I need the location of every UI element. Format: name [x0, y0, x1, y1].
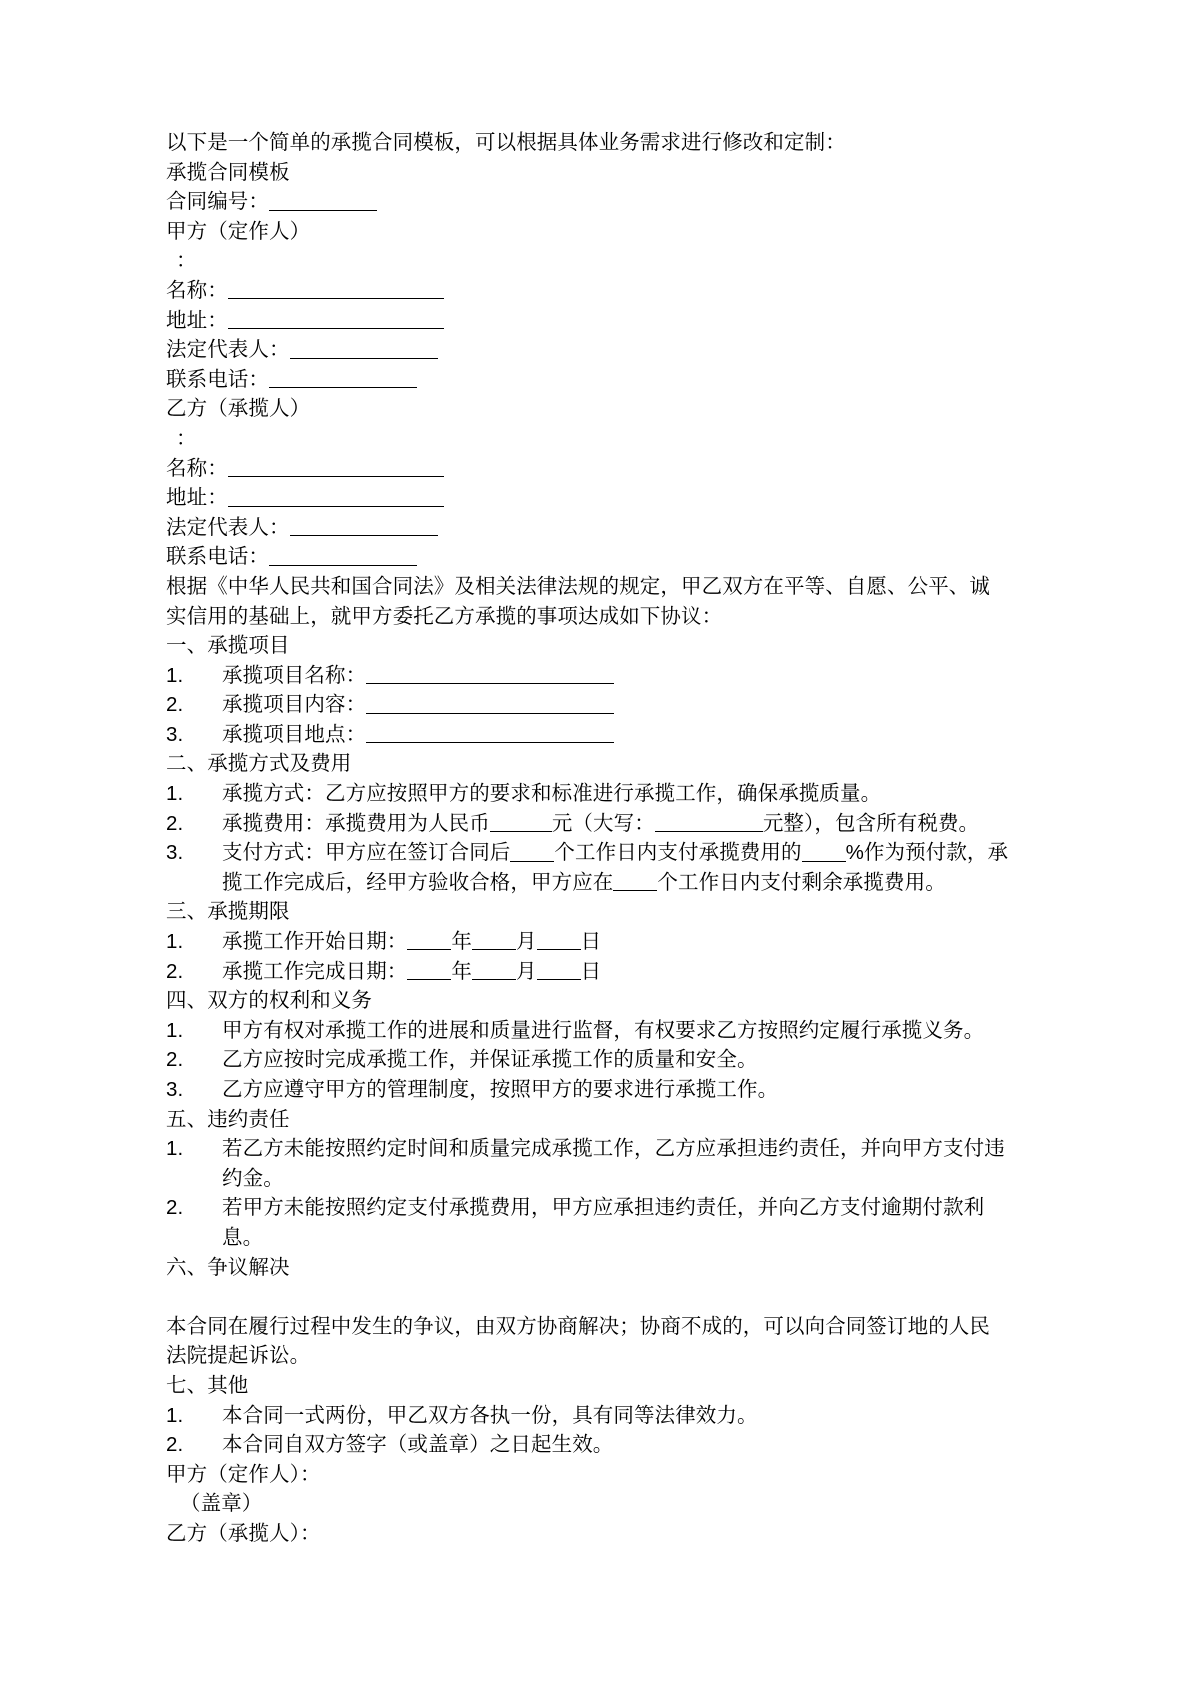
item-number: 2. — [166, 1048, 184, 1072]
item-number: 1. — [166, 1137, 184, 1161]
item-label: 承揽工作完成日期： — [222, 959, 408, 983]
fee-text-part-2: 元（大写： — [551, 811, 655, 835]
start-year-blank[interactable] — [407, 930, 451, 950]
section-2-heading: 二、承揽方式及费用 — [166, 752, 352, 776]
party-b-address-line — [166, 483, 1010, 513]
item-number: 2. — [166, 959, 184, 983]
intro-text: 以下是一个简单的承揽合同模板，可以根据具体业务需求进行修改和定制： — [166, 131, 846, 154]
section-4-item-1 — [166, 1016, 1010, 1046]
party-b-colon: ： — [176, 426, 197, 450]
payment-text-part-3: %作为预付款，承揽工作完成后，经甲方验收合格，甲方应在 — [222, 841, 1009, 894]
day-unit: 日 — [580, 930, 602, 954]
section-2-item-3 — [166, 838, 1010, 897]
item-number: 1. — [166, 930, 184, 954]
section-1-item-3 — [166, 720, 1010, 750]
party-a-legal-rep-blank[interactable] — [290, 338, 438, 358]
party-a-phone-blank[interactable] — [269, 368, 417, 388]
party-a-legal-rep-label: 法定代表人： — [166, 338, 290, 362]
item-number: 2. — [166, 1196, 184, 1220]
signature-party-b: 乙方（承揽人）： — [166, 1521, 321, 1545]
section-4-item-3 — [166, 1075, 1010, 1105]
section-2-item-2 — [166, 809, 1010, 839]
prepay-days-blank[interactable] — [510, 841, 554, 861]
contract-number-line — [166, 187, 1010, 217]
item-text: 若乙方未能按照约定时间和质量完成承揽工作，乙方应承担违约责任，并向甲方支付违约金。 — [222, 1137, 1005, 1190]
signature-seal: （盖章） — [180, 1492, 263, 1516]
party-a-heading: 甲方（定作人） — [166, 219, 311, 243]
party-b-name-label: 名称： — [166, 456, 228, 480]
section-5-item-1 — [166, 1134, 1010, 1193]
project-name-blank[interactable] — [366, 664, 614, 684]
section-6-heading: 六、争议解决 — [166, 1255, 290, 1279]
party-a-address-label: 地址： — [166, 308, 228, 332]
item-label: 承揽项目地点： — [222, 722, 367, 746]
party-b-legal-rep-line — [166, 513, 1010, 543]
contract-body — [166, 128, 1010, 1549]
item-label: 承揽项目名称： — [222, 663, 367, 687]
item-label: 承揽工作开始日期： — [222, 930, 408, 954]
contract-number-label: 合同编号： — [166, 190, 269, 214]
month-unit: 月 — [516, 959, 537, 983]
party-b-phone-blank[interactable] — [269, 545, 417, 565]
section-3-item-1 — [166, 927, 1010, 957]
day-unit: 日 — [580, 959, 602, 983]
payment-text-part-2: 个工作日内支付承揽费用的 — [554, 841, 802, 865]
blank-line-spacer — [166, 1282, 1010, 1312]
item-text: 乙方应遵守甲方的管理制度，按照甲方的要求进行承揽工作。 — [222, 1078, 779, 1101]
final-pay-days-blank[interactable] — [613, 871, 657, 891]
party-a-phone-label: 联系电话： — [166, 367, 269, 391]
prepay-percent-blank[interactable] — [802, 841, 846, 861]
end-year-blank[interactable] — [407, 960, 451, 980]
payment-text-part-4: 个工作日内支付剩余承揽费用。 — [657, 870, 946, 894]
item-text: 本合同一式两份，甲乙双方各执一份，具有同等法律效力。 — [222, 1403, 758, 1427]
section-3-heading: 三、承揽期限 — [166, 900, 290, 924]
item-text: 本合同自双方签字（或盖章）之日起生效。 — [222, 1433, 614, 1457]
signature-party-a: 甲方（定作人）： — [166, 1462, 321, 1486]
section-1-heading: 一、承揽项目 — [166, 634, 290, 658]
item-text: 甲方有权对承揽工作的进展和质量进行监督，有权要求乙方按照约定履行承揽义务。 — [222, 1018, 985, 1042]
party-a-address-line — [166, 306, 1010, 336]
fee-text-part-1: 承揽费用：承揽费用为人民币 — [222, 811, 490, 835]
party-a-name-blank[interactable] — [228, 279, 444, 299]
year-unit: 年 — [451, 930, 473, 954]
end-day-blank[interactable] — [537, 960, 581, 980]
section-1-item-2 — [166, 690, 1010, 720]
end-month-blank[interactable] — [472, 960, 516, 980]
party-b-phone-line — [166, 542, 1010, 572]
start-month-blank[interactable] — [472, 930, 516, 950]
item-number: 2. — [166, 1433, 184, 1457]
section-7-heading: 七、其他 — [166, 1373, 249, 1397]
item-number: 1. — [166, 1018, 184, 1042]
section-3-item-2 — [166, 957, 1010, 987]
item-number: 1. — [166, 1403, 184, 1427]
item-number: 1. — [166, 782, 184, 806]
document-title: 承揽合同模板 — [166, 160, 290, 184]
party-a-name-label: 名称： — [166, 278, 228, 302]
item-text: 承揽方式：乙方应按照甲方的要求和标准进行承揽工作，确保承揽质量。 — [222, 782, 882, 806]
fee-text-part-3: 元整），包含所有税费。 — [762, 811, 980, 835]
item-number: 3. — [166, 722, 184, 746]
section-6-paragraph: 本合同在履行过程中发生的争议，由双方协商解决；协商不成的，可以向合同签订地的人民法院提起诉讼。 — [166, 1314, 990, 1368]
party-a-address-blank[interactable] — [228, 309, 444, 329]
contract-number-blank[interactable] — [269, 190, 377, 210]
fee-amount-blank[interactable] — [490, 812, 552, 832]
item-number: 2. — [166, 693, 184, 717]
section-1-item-1 — [166, 661, 1010, 691]
section-7-item-2 — [166, 1430, 1010, 1460]
section-4-heading: 四、双方的权利和义务 — [166, 989, 372, 1013]
start-day-blank[interactable] — [537, 930, 581, 950]
item-number: 3. — [166, 841, 184, 865]
party-b-legal-rep-label: 法定代表人： — [166, 515, 290, 539]
fee-amount-words-blank[interactable] — [655, 812, 763, 832]
year-unit: 年 — [451, 959, 473, 983]
item-number: 3. — [166, 1078, 184, 1101]
payment-text-part-1: 支付方式：甲方应在签订合同后 — [222, 841, 511, 865]
party-b-phone-label: 联系电话： — [166, 545, 269, 569]
party-b-name-line — [166, 454, 1010, 484]
party-a-legal-rep-line — [166, 335, 1010, 365]
section-2-item-1 — [166, 779, 1010, 809]
item-text: 若甲方未能按照约定支付承揽费用，甲方应承担违约责任，并向乙方支付逾期付款利息。 — [222, 1196, 985, 1249]
section-5-item-2 — [166, 1193, 1010, 1252]
section-7-item-1 — [166, 1401, 1010, 1431]
item-text: 乙方应按时完成承揽工作，并保证承揽工作的质量和安全。 — [222, 1048, 758, 1072]
party-a-name-line — [166, 276, 1010, 306]
party-a-phone-line — [166, 365, 1010, 395]
party-b-name-blank[interactable] — [228, 457, 444, 477]
party-b-heading: 乙方（承揽人） — [166, 397, 311, 421]
party-b-address-label: 地址： — [166, 486, 228, 510]
item-number: 2. — [166, 811, 184, 835]
party-b-legal-rep-blank[interactable] — [290, 516, 438, 536]
section-5-heading: 五、违约责任 — [166, 1107, 290, 1131]
party-b-address-blank[interactable] — [228, 486, 444, 506]
project-content-blank[interactable] — [366, 693, 614, 713]
section-4-item-2 — [166, 1045, 1010, 1075]
item-label: 承揽项目内容： — [222, 693, 367, 717]
month-unit: 月 — [516, 930, 537, 954]
project-location-blank[interactable] — [366, 723, 614, 743]
item-number: 1. — [166, 663, 184, 687]
party-a-colon: ： — [176, 249, 197, 273]
legal-basis-paragraph: 根据《中华人民共和国合同法》及相关法律法规的规定，甲乙双方在平等、自愿、公平、诚实信用的基础上，就甲方委托乙方承揽的事项达成如下协议： — [166, 574, 990, 628]
